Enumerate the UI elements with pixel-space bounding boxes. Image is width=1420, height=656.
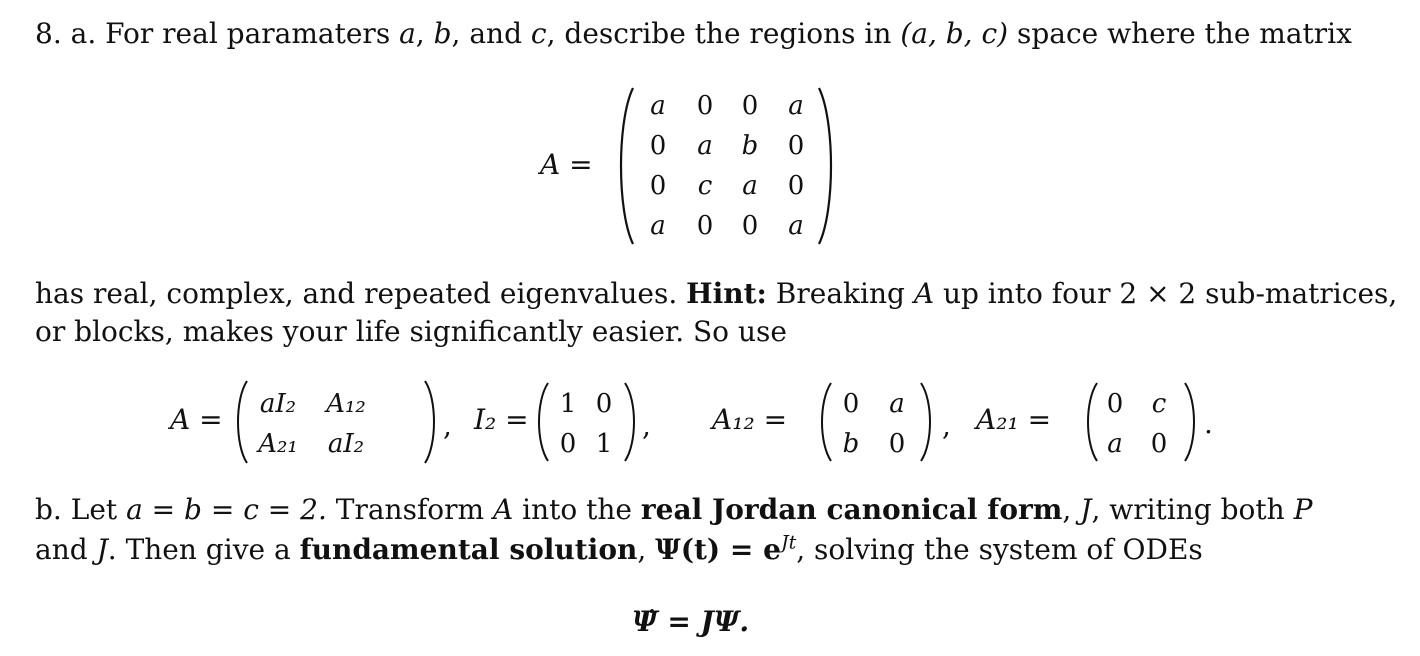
- left-paren-icon: [616, 86, 636, 246]
- right-paren-icon: [816, 86, 836, 246]
- part-b-bold-1: real Jordan canonical form: [640, 493, 1063, 526]
- part-b-text-6: and: [35, 533, 88, 566]
- A12-cell: 0: [842, 389, 860, 419]
- ode-text: Ψ̇ = JΨ.: [632, 605, 750, 638]
- var-c: c: [530, 17, 547, 50]
- separator: ,: [942, 409, 951, 442]
- intro-text-2: , describe the regions in: [546, 17, 892, 50]
- matrix-cell: a: [788, 211, 804, 241]
- left-paren-icon: [535, 381, 551, 463]
- A21-cell: 0: [1150, 429, 1168, 459]
- right-paren-icon: [918, 381, 934, 463]
- matrix-cell: 0: [649, 131, 667, 161]
- part-b-text-7: . Then give a: [107, 533, 291, 566]
- problem-number: 8.: [35, 17, 62, 50]
- blocks-line: [35, 314, 787, 350]
- psi-exponent: Jt: [780, 531, 797, 554]
- matrix-cell: a: [788, 91, 804, 121]
- part-b-equation: a = b = c = 2.: [126, 493, 327, 526]
- A12-cell: 0: [888, 429, 906, 459]
- right-paren-icon: [622, 381, 638, 463]
- right-paren-icon: [1182, 381, 1198, 463]
- matrix-cell: a: [650, 91, 666, 121]
- block-cell: aI₂: [327, 429, 365, 459]
- I2-cell: 1: [595, 429, 613, 459]
- after-text-4: or blocks, makes your life significantly easier. So use: [35, 315, 787, 348]
- part-b-line-1: [35, 492, 1312, 528]
- intro-text-1: For real paramaters: [105, 17, 391, 50]
- comma-1: ,: [415, 17, 425, 50]
- separator: ,: [443, 409, 452, 442]
- part-a-label: a.: [70, 17, 97, 50]
- part-b-text-5: , writing both: [1091, 493, 1285, 526]
- ode-equation: [632, 604, 749, 640]
- A21-label: A₂₁ =: [976, 403, 1052, 436]
- part-b-text-2: Transform: [335, 493, 485, 526]
- after-text-3: up into four 2 × 2 sub-matrices,: [942, 277, 1398, 310]
- block-cell: A₂₁: [258, 429, 298, 459]
- matrix-cell: c: [697, 171, 713, 201]
- A12-cell: a: [889, 389, 905, 419]
- matrix-cell: 0: [787, 131, 805, 161]
- var-a: a: [399, 17, 416, 50]
- part-a-intro-line: [35, 16, 1352, 52]
- intro-text-3: space where the matrix: [1016, 17, 1352, 50]
- part-b-text-4: ,: [1062, 493, 1072, 526]
- matrix-cell: 0: [696, 91, 714, 121]
- part-b-text-1: Let: [70, 493, 118, 526]
- psi-expression: Ψ(t) = e: [655, 533, 781, 566]
- comma-2: , and: [451, 17, 522, 50]
- part-b-var-A: A: [493, 493, 514, 526]
- A12-label: A₁₂ =: [712, 403, 788, 436]
- A12-cell: b: [842, 429, 860, 459]
- matrix-cell: 0: [741, 91, 759, 121]
- matrix-cell: 0: [741, 211, 759, 241]
- I2-cell: 0: [559, 429, 577, 459]
- A21-cell: a: [1107, 429, 1123, 459]
- right-paren-icon: [422, 379, 438, 465]
- part-b-text-8: ,: [637, 533, 647, 566]
- block-cell: A₁₂: [326, 389, 366, 419]
- part-b-text-9: , solving the system of ODEs: [796, 533, 1203, 566]
- end-period: .: [1204, 407, 1213, 440]
- matrix-lhs: [540, 148, 593, 181]
- matrix-label: A =: [540, 148, 593, 181]
- I2-label: I₂ =: [474, 403, 529, 436]
- matrix-cell: a: [650, 211, 666, 241]
- block-A-label: A =: [170, 403, 223, 436]
- block-cell: aI₂: [259, 389, 297, 419]
- part-b-bold-2: fundamental solution: [299, 533, 638, 566]
- separator: ,: [642, 409, 651, 442]
- A21-cell: 0: [1106, 389, 1124, 419]
- I2-cell: 1: [559, 389, 577, 419]
- var-b: b: [433, 17, 452, 50]
- after-var-A: A: [913, 277, 935, 310]
- eigen-line: [35, 276, 1397, 312]
- parameter-space: (a, b, c): [900, 17, 1009, 50]
- matrix-cell: a: [742, 171, 758, 201]
- left-paren-icon: [234, 379, 250, 465]
- I2-cell: 0: [595, 389, 613, 419]
- matrix-cell: b: [741, 131, 759, 161]
- A21-cell: c: [1151, 389, 1167, 419]
- part-b-label: b.: [35, 493, 62, 526]
- after-text-1: has real, complex, and repeated eigenvalues.: [35, 277, 678, 310]
- matrix-cell: a: [697, 131, 713, 161]
- part-b-text-3: into the: [522, 493, 632, 526]
- part-b-var-P: P: [1293, 493, 1313, 526]
- matrix-cell: 0: [649, 171, 667, 201]
- after-text-2: Breaking: [775, 277, 905, 310]
- hint-label: Hint:: [686, 277, 767, 310]
- matrix-cell: 0: [696, 211, 714, 241]
- part-b-var-J: J: [1080, 493, 1092, 526]
- part-b-line-2: [35, 532, 1203, 568]
- part-b-var-J2: J: [96, 533, 108, 566]
- matrix-cell: 0: [787, 171, 805, 201]
